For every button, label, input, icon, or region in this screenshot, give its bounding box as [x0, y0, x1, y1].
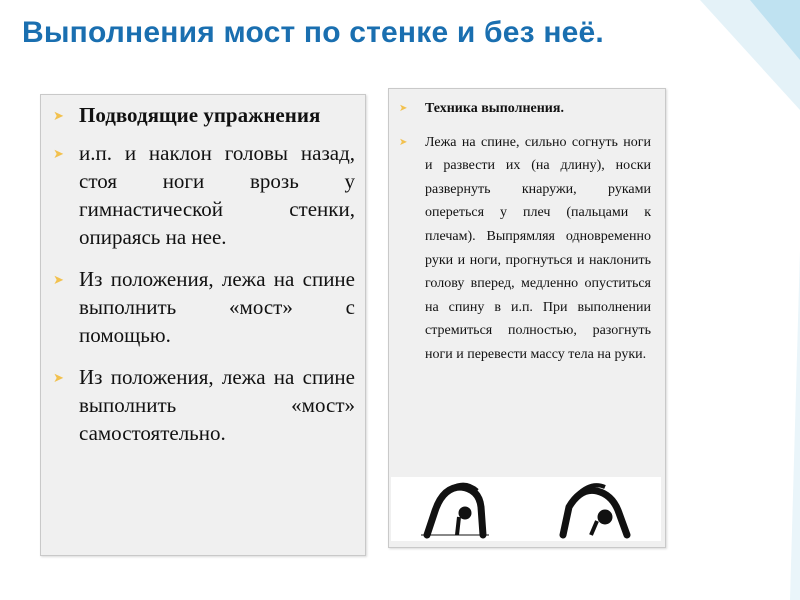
arrow-bullet-icon: ➤	[399, 136, 408, 148]
list-item-text: Из положения, лежа на спине выполнить «мост» самостоятельно.	[79, 365, 355, 445]
right-panel-technique	[388, 88, 666, 548]
technique-heading: Техника выполнения.	[425, 101, 564, 116]
list-item-text: и.п. и наклон головы назад, стоя ноги врозь у гимнастической стенки, опираясь на нее.	[79, 141, 355, 249]
exercise-list	[41, 95, 365, 447]
list-item-text: Подводящие упражнения	[79, 103, 321, 127]
list-item-text: Из положения, лежа на спине выполнить «мост» с помощью.	[79, 267, 355, 347]
list-item	[399, 131, 651, 367]
technique-list	[389, 89, 665, 367]
list-item	[53, 265, 355, 349]
bridge-pose-illustration	[391, 477, 661, 541]
arrow-bullet-icon: ➤	[53, 371, 64, 386]
list-item	[53, 363, 355, 447]
technique-body: Лежа на спине, сильно согнуть ноги и развести их (на длину), носки развернуть кнаружи, руками опереться у плеч (пальцами к плечам). Выпрямляя одновременно руки и ноги, прогнуться и наклонить голову вперед, медленно опуститься на спину в и.п. При выполнении стремиться полностью, разогнуть ноги и перевести массу тела на руки.	[425, 134, 651, 362]
arrow-bullet-icon: ➤	[53, 109, 64, 124]
arrow-bullet-icon: ➤	[53, 147, 64, 162]
slide-title: Выполнения мост по стенке и без неё.	[22, 16, 604, 49]
left-panel-exercises	[40, 94, 366, 556]
figure-bridge-free-icon	[563, 485, 627, 535]
list-item	[53, 139, 355, 251]
list-item	[399, 97, 651, 121]
arrow-bullet-icon: ➤	[399, 103, 408, 114]
list-item	[53, 101, 355, 129]
figure-bridge-wall-icon	[421, 485, 489, 535]
arrow-bullet-icon: ➤	[53, 273, 64, 288]
